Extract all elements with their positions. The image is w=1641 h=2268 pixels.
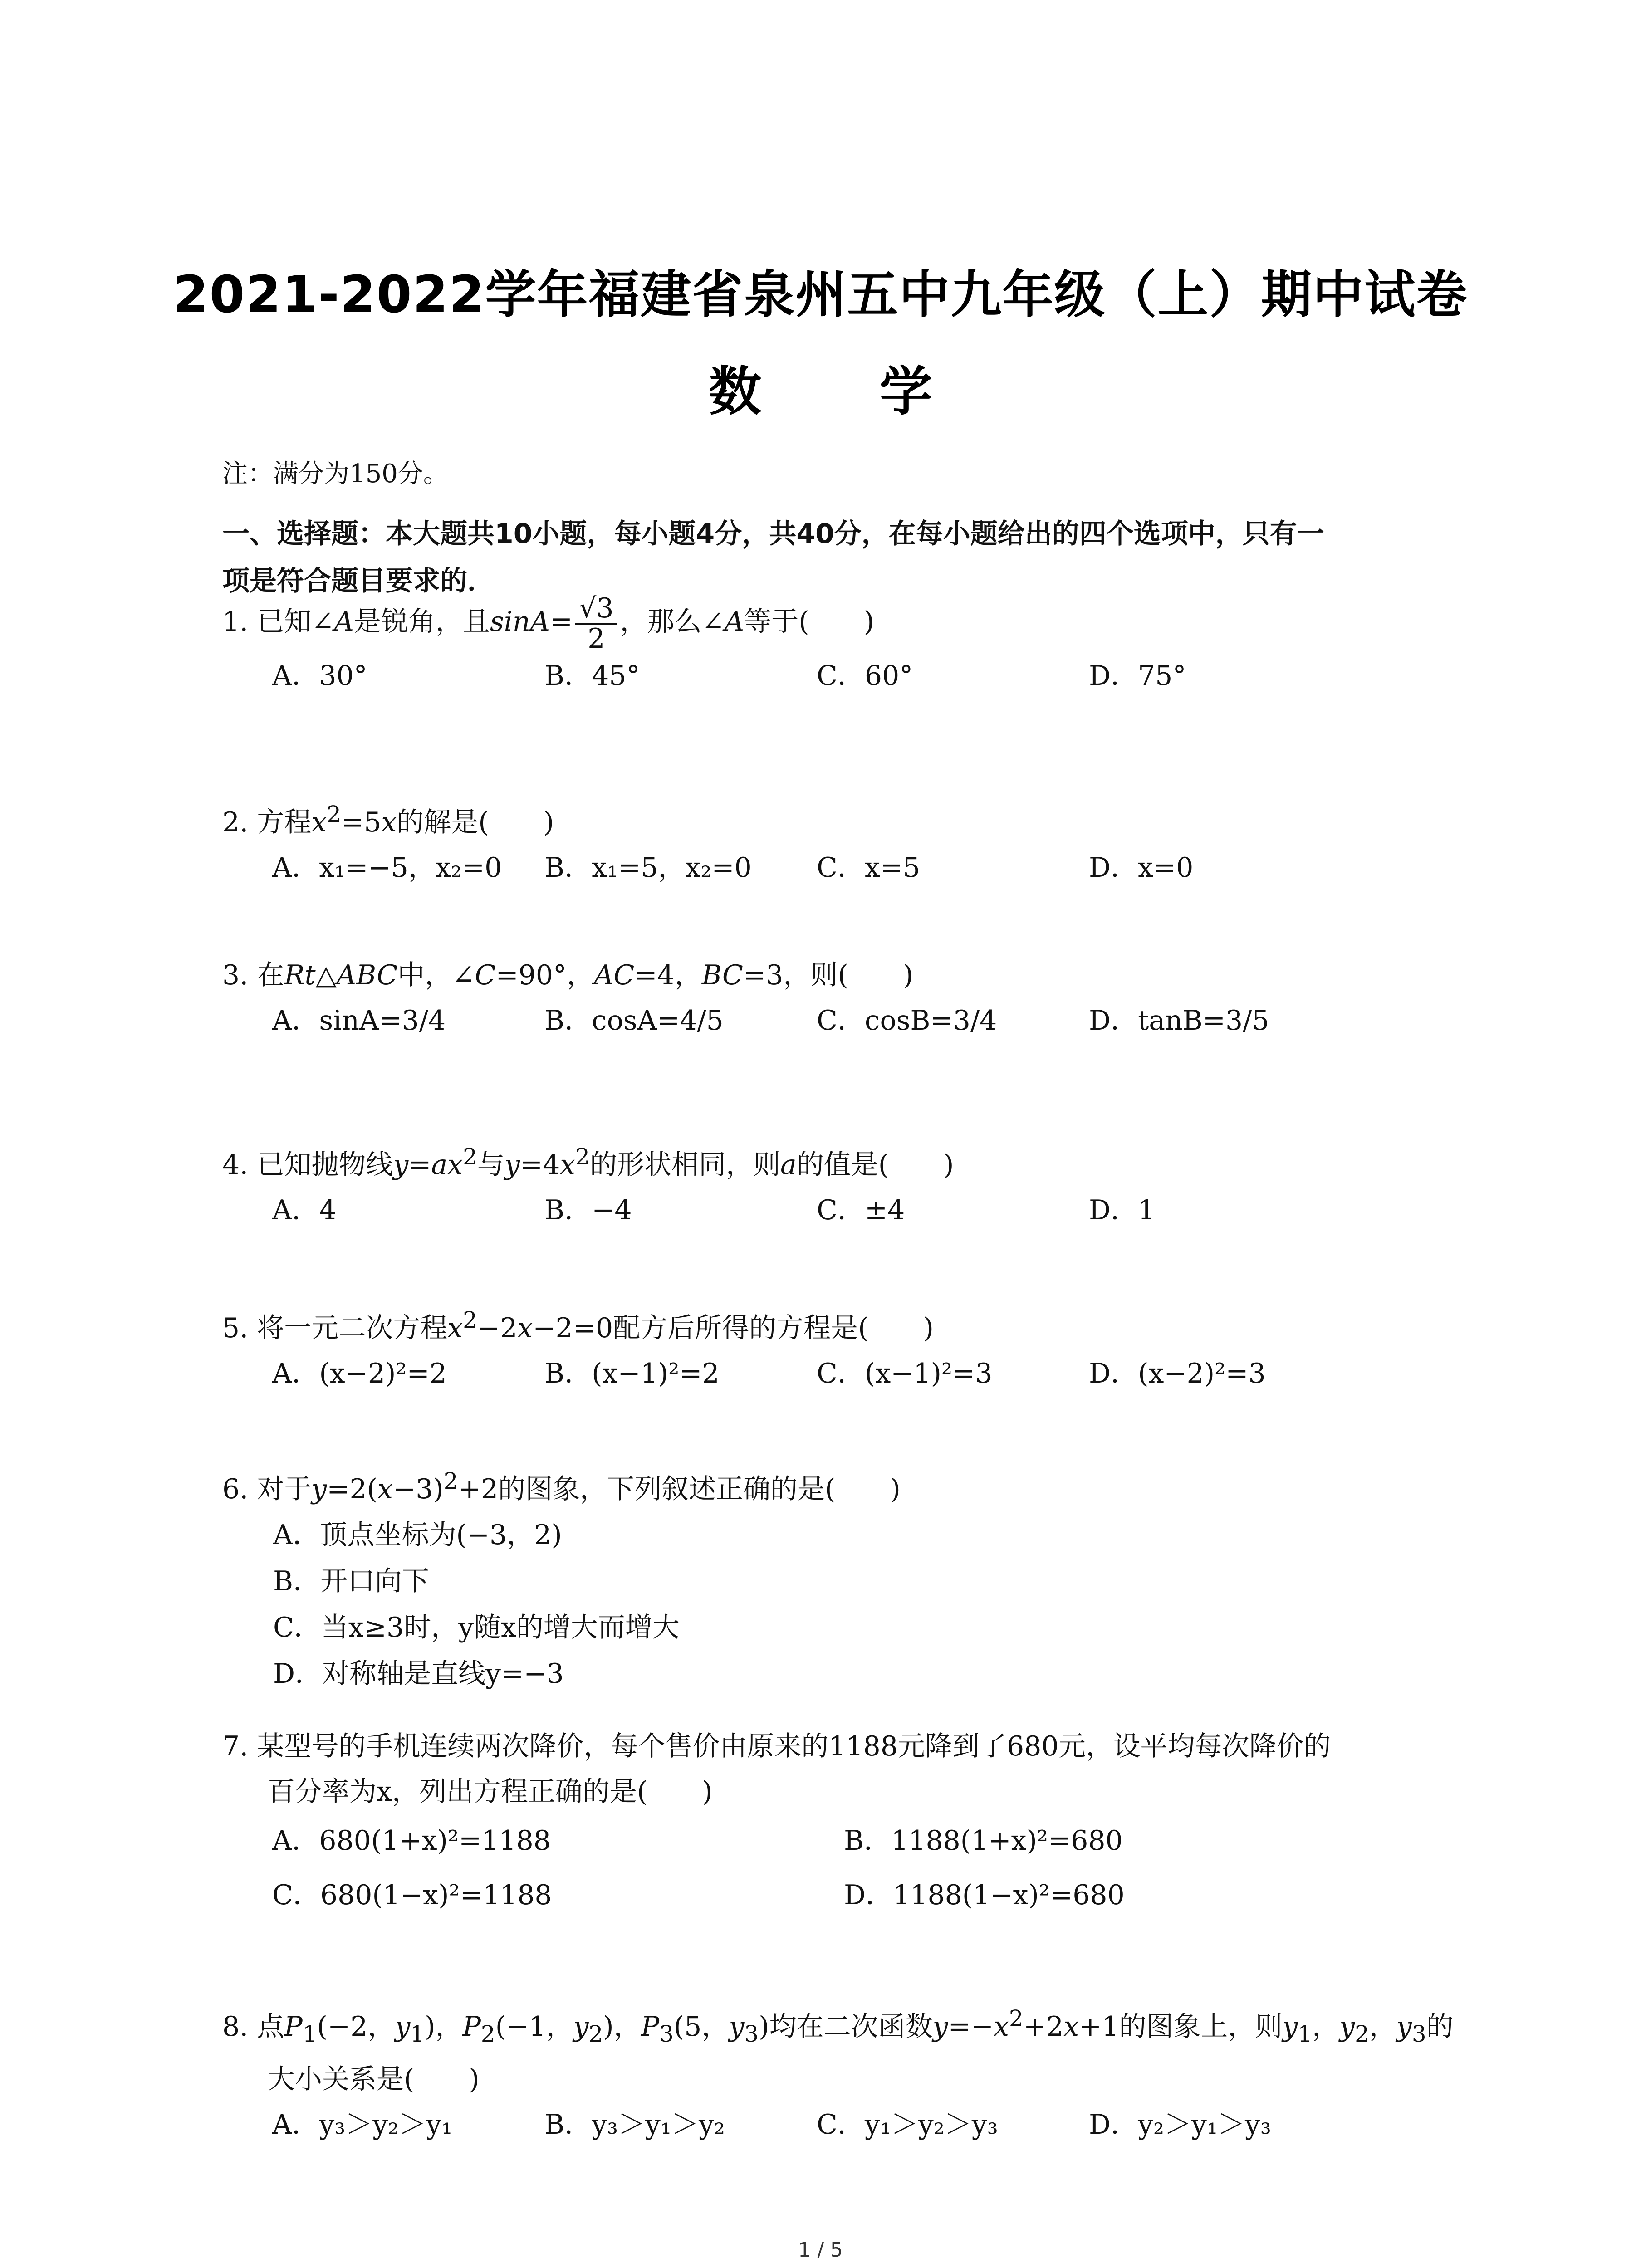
- question-1-stem: 1. 已知∠A是锐角，且sinA= $\frac{√3}{2}$ ，那么∠A等于( ): [222, 592, 875, 655]
- option-c[interactable]: C．当x≥3时，y随x的增大而增大: [273, 1612, 680, 1643]
- question-6-stem: 6. 对于$y=2(x-3)^2+2$的图象，下列叙述正确的是( ): [222, 1468, 901, 1505]
- question-8: [222, 1996, 1470, 2147]
- option-d[interactable]: D．x=0: [1089, 852, 1194, 884]
- option-c[interactable]: C．x=5: [817, 852, 921, 884]
- question-4-options: [222, 1188, 1470, 1233]
- option-a[interactable]: A．顶点坐标为(−3，2): [273, 1519, 562, 1551]
- option-a[interactable]: A．sinA=3/4: [272, 1005, 446, 1036]
- question-5-stem: 5. 将一元二次方程$x^2-2x-2=0$配方后所得的方程是( ): [222, 1307, 934, 1344]
- option-c[interactable]: C．cosB=3/4: [817, 1005, 997, 1036]
- question-1: [222, 594, 1470, 699]
- option-b[interactable]: B．45°: [544, 660, 640, 692]
- question-5-options: [222, 1351, 1470, 1396]
- question-7-options-row2: [222, 1872, 1470, 1918]
- option-b[interactable]: B．(x−1)²=2: [544, 1358, 720, 1389]
- option-a[interactable]: A．680(1+x)²=1188: [272, 1825, 551, 1857]
- option-d[interactable]: D．对称轴是直线y=−3: [273, 1658, 564, 1690]
- question-1-options: [222, 653, 1470, 699]
- question-5: [222, 1297, 1470, 1396]
- option-a[interactable]: A．4: [272, 1194, 337, 1226]
- page-number: 1 / 5: [798, 2239, 843, 2262]
- option-c[interactable]: C．680(1−x)²=1188: [272, 1879, 552, 1911]
- option-b[interactable]: B．cosA=4/5: [544, 1005, 724, 1036]
- option-b[interactable]: B．1188(1+x)²=680: [844, 1825, 1123, 1857]
- question-3: [222, 953, 1470, 1061]
- option-c[interactable]: C．y₁＞y₂＞y₃: [817, 2109, 998, 2141]
- question-7-options-row1: [222, 1818, 1470, 1872]
- question-2: [222, 792, 1470, 890]
- section-heading: [222, 510, 1447, 605]
- question-7-stem: 7. 某型号的手机连续两次降价，每个售价由原来的1188元降到了680元，设平均每次降价的: [222, 1730, 1331, 1762]
- option-d[interactable]: D．tanB=3/5: [1089, 1005, 1269, 1036]
- subject-title: 数 学: [709, 361, 982, 422]
- question-7-stem-line2: 百分率为x，列出方程正确的是( ): [268, 1776, 713, 1808]
- option-c[interactable]: C．60°: [817, 660, 913, 692]
- option-b[interactable]: B．−4: [544, 1194, 632, 1226]
- option-a[interactable]: A．x₁=−5，x₂=0: [272, 852, 502, 884]
- question-4: [222, 1134, 1470, 1233]
- section-heading-line1: 一、选择题：本大题共10小题，每小题4分，共40分，在每小题给出的四个选项中，只有一: [222, 518, 1324, 550]
- option-d[interactable]: D．1188(1−x)²=680: [844, 1879, 1125, 1911]
- question-3-options: [222, 998, 1470, 1061]
- option-d[interactable]: D．(x−2)²=3: [1089, 1358, 1266, 1389]
- score-note: 注：满分为150分。: [222, 459, 449, 489]
- question-8-stem-line2: 大小关系是( ): [268, 2063, 480, 2095]
- question-8-stem: 8. 点$P_1(-2$，$y_1$)，$P_2(-1$，$y_2$)，$P_3(5$，$y_3$)均在二次函数$y=-x^2+2x+1$的图象上，则$y_1$，$y_2$，$y_3$的: [222, 2005, 1454, 2047]
- question-2-options: [222, 845, 1470, 890]
- option-c[interactable]: C．±4: [817, 1194, 905, 1226]
- option-d[interactable]: D．75°: [1089, 660, 1186, 692]
- option-a[interactable]: A．(x−2)²=2: [272, 1358, 447, 1389]
- option-a[interactable]: A．y₃＞y₂＞y₁: [272, 2109, 453, 2141]
- exam-title: 2021-2022学年福建省泉州五中九年级（上）期中试卷: [173, 265, 1468, 324]
- option-a[interactable]: A．30°: [272, 660, 367, 692]
- option-c[interactable]: C．(x−1)²=3: [817, 1358, 993, 1389]
- question-3-stem: 3. 在Rt△ABC中，∠C=90°，AC=4，BC=3，则( ): [222, 959, 914, 991]
- question-2-stem: 2. 方程$x^2=5x$的解是( ): [222, 801, 554, 838]
- question-4-stem: 4. 已知抛物线$y=ax^2$与$y=4x^2$的形状相同，则a的值是( ): [222, 1144, 954, 1181]
- section-heading-line2: 项是符合题目要求的．: [222, 565, 495, 597]
- option-d[interactable]: D．y₂＞y₁＞y₃: [1089, 2109, 1271, 2141]
- question-8-options: [222, 2102, 1470, 2147]
- option-b[interactable]: B．x₁=5，x₂=0: [544, 852, 752, 884]
- option-b[interactable]: B．开口向下: [273, 1565, 430, 1597]
- question-7: [222, 1724, 1470, 1918]
- question-6: [222, 1458, 1470, 1697]
- fraction: $\frac{√3}{2}$: [575, 594, 617, 653]
- option-d[interactable]: D．1: [1089, 1194, 1156, 1226]
- option-b[interactable]: B．y₃＞y₁＞y₂: [544, 2109, 725, 2141]
